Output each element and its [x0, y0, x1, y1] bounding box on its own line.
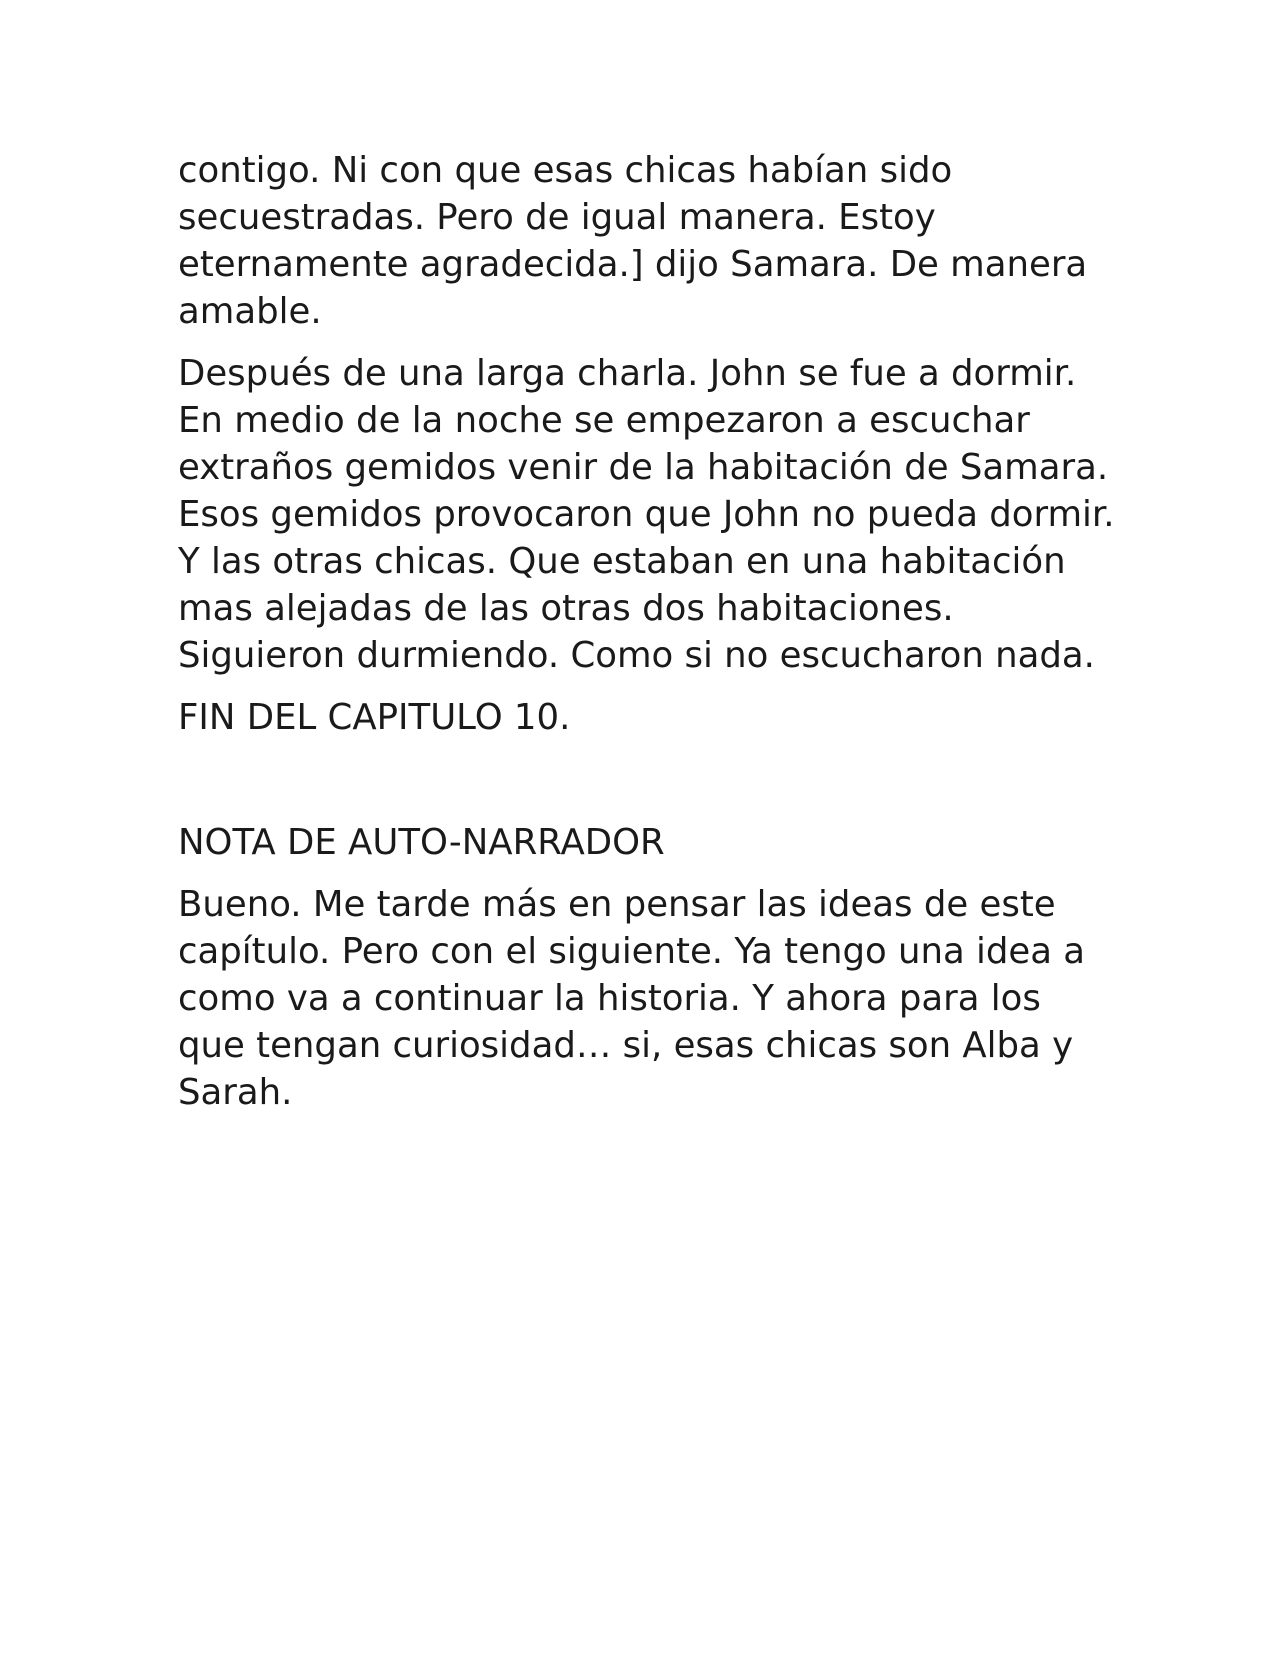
- document-body: [178, 147, 1118, 1131]
- chapter-end-heading: FIN DEL CAPITULO 10.: [178, 697, 571, 738]
- paragraph-night-moans: Después de una larga charla. John se fue a dormir. En medio de la noche se empezaron a escuchar extraños gemidos venir de la habitación de Samara. Esos gemidos provocaron que John no pueda dormir. Y las otras chicas. Que estaban en una habitación mas alejadas de las otras dos habitaciones. Siguieron durmiendo. Como si no escucharon nada.: [178, 353, 1115, 676]
- author-note-title: NOTA DE AUTO-NARRADOR: [178, 822, 665, 863]
- author-note-paragraph: Bueno. Me tarde más en pensar las ideas de este capítulo. Pero con el siguiente. Ya tengo una idea a como va a continuar la historia. Y ahora para los que tengan curiosidad… si, esas chicas son Alba y Sarah.: [178, 884, 1086, 1113]
- paragraph-samara-thanks: contigo. Ni con que esas chicas habían sido secuestradas. Pero de igual manera. Estoy eternamente agradecida.] dijo Samara. De manera amable.: [178, 150, 1088, 332]
- section-spacer: [178, 741, 1118, 819]
